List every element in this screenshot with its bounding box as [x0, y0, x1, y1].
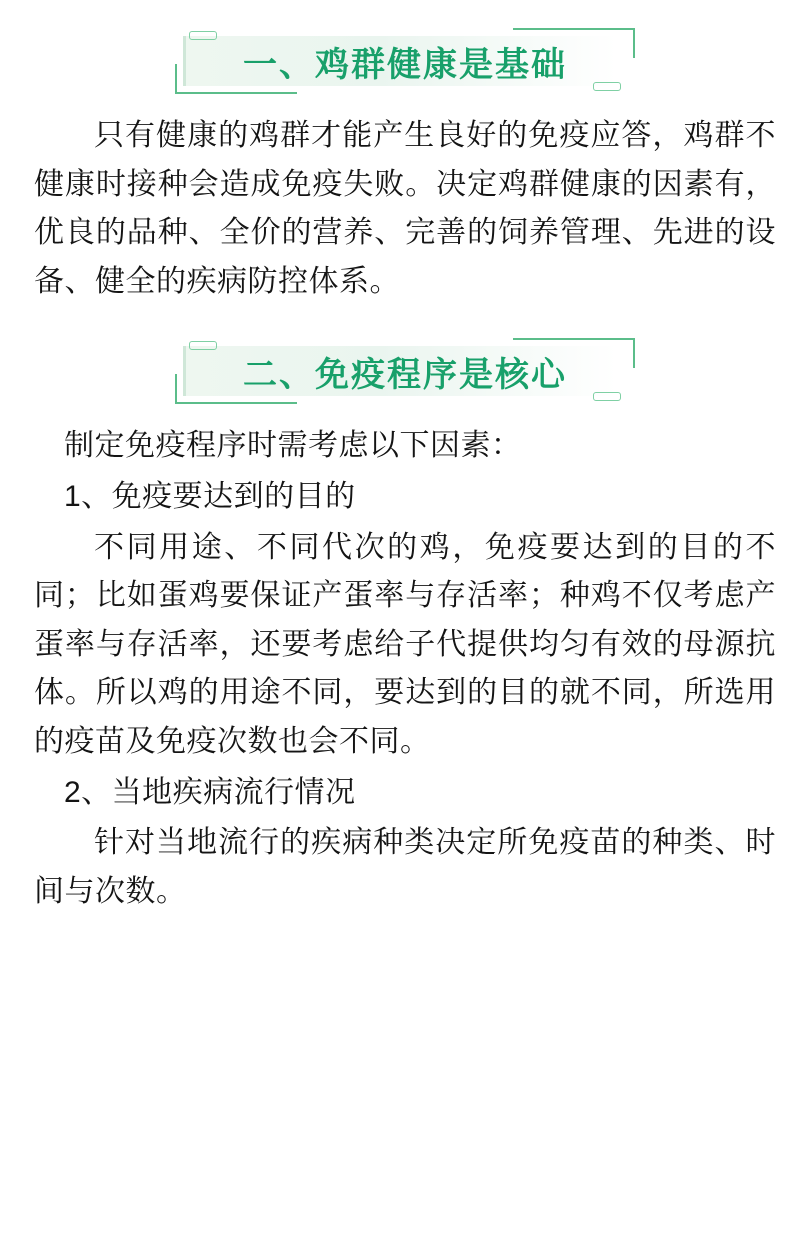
section-heading-2-banner — [175, 338, 635, 404]
section-heading-2-title: 二、免疫程序是核心 — [243, 355, 567, 394]
paragraph-intro: 制定免疫程序时需考虑以下因素： — [64, 429, 522, 463]
section-heading-1-banner — [175, 28, 635, 94]
list-item-1-body: 不同用途、不同代次的鸡，免疫要达到的目的不同；比如蛋鸡要保证产蛋率与存活率；种鸡不仅考虑产蛋率与存活率，还要考虑给子代提供均匀有效的母源抗体。所以鸡的用途不同，要达到的目的就不同，所选用的疫苗及免疫次数也会不同。 — [34, 530, 776, 758]
section-heading-2-wrapper — [28, 338, 782, 404]
list-item-2-title: 2、当地疾病流行情况 — [64, 775, 356, 809]
spacer — [28, 308, 782, 324]
section-1-body — [28, 112, 782, 306]
list-item-1-title: 1、免疫要达到的目的 — [64, 479, 356, 513]
section-heading-1-wrapper — [28, 28, 782, 94]
list-item-2-body: 针对当地流行的疾病种类决定所免疫苗的种类、时间与次数。 — [34, 826, 776, 908]
section-heading-1-title: 一、鸡群健康是基础 — [243, 45, 567, 84]
paragraph: 只有健康的鸡群才能产生良好的免疫应答，鸡群不健康时接种会造成免疫失败。决定鸡群健康的因素有，优良的品种、全价的营养、完善的饲养管理、先进的设备、健全的疾病防控体系。 — [34, 119, 776, 298]
section-2-body — [28, 422, 782, 916]
